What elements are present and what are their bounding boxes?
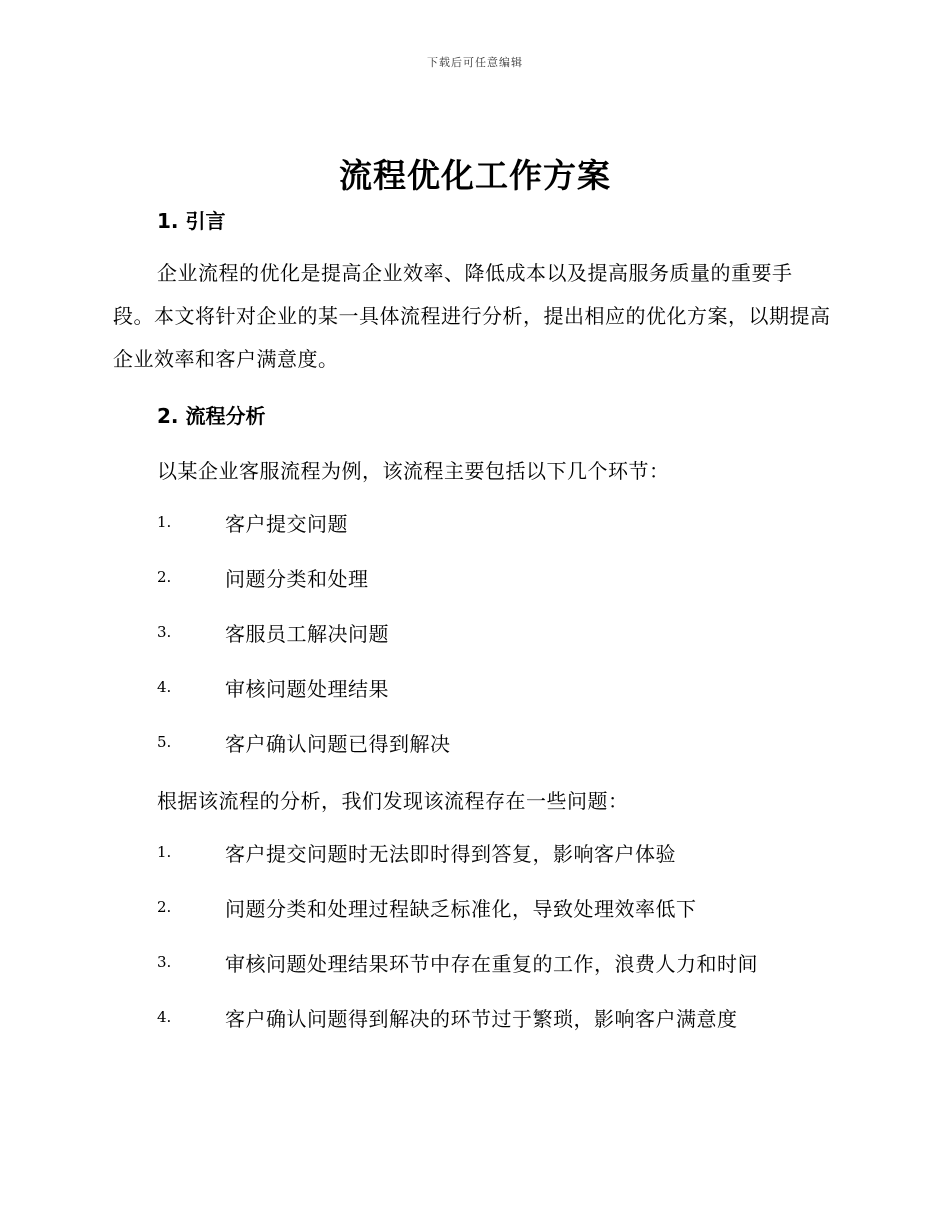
list-item-text: 客户提交问题: [225, 511, 348, 536]
list-item: [157, 893, 697, 921]
document-title: 流程优化工作方案: [339, 156, 611, 195]
list-item: [157, 728, 451, 756]
list-item: [157, 508, 348, 536]
introduction-paragraph: 企业流程的优化是提高企业效率、降低成本以及提高服务质量的重要手段。本文将针对企业的某一具体流程进行分析，提出相应的优化方案，以期提高企业效率和客户满意度。: [113, 261, 831, 371]
list-item-text: 客户确认问题已得到解决: [225, 731, 451, 756]
list-item-number: 5.: [157, 733, 172, 751]
list-item-text: 审核问题处理结果: [225, 676, 389, 701]
list-item: [157, 563, 369, 591]
list-item-number: 3.: [157, 623, 172, 641]
list-item: [157, 838, 676, 866]
list-item-number: 2.: [157, 898, 172, 916]
list-item-text: 客户确认问题得到解决的环节过于繁琐，影响客户满意度: [225, 1006, 738, 1031]
list-item: [157, 618, 389, 646]
list-item-number: 1.: [157, 843, 172, 861]
findings-intro-text: 根据该流程的分析，我们发现该流程存在一些问题：: [157, 789, 629, 813]
list-item-number: 1.: [157, 513, 172, 531]
list-item: [157, 1003, 738, 1031]
list-item-text: 客服员工解决问题: [225, 621, 389, 646]
list-item-text: 问题分类和处理过程缺乏标准化，导致处理效率低下: [225, 896, 697, 921]
list-item-text: 审核问题处理结果环节中存在重复的工作，浪费人力和时间: [225, 951, 758, 976]
list-item-text: 问题分类和处理: [225, 566, 369, 591]
section-heading-introduction: 1. 引言: [157, 209, 226, 233]
list-item-number: 4.: [157, 1008, 172, 1026]
process-intro-text: 以某企业客服流程为例，该流程主要包括以下几个环节：: [157, 459, 670, 483]
list-item-number: 2.: [157, 568, 172, 586]
list-item-text: 客户提交问题时无法即时得到答复，影响客户体验: [225, 841, 676, 866]
list-item-number: 3.: [157, 953, 172, 971]
list-item-number: 4.: [157, 678, 172, 696]
list-item: [157, 948, 758, 976]
list-item: [157, 673, 389, 701]
header-note: 下载后可任意编辑: [427, 56, 523, 69]
section-heading-process-analysis: 2. 流程分析: [157, 404, 266, 428]
